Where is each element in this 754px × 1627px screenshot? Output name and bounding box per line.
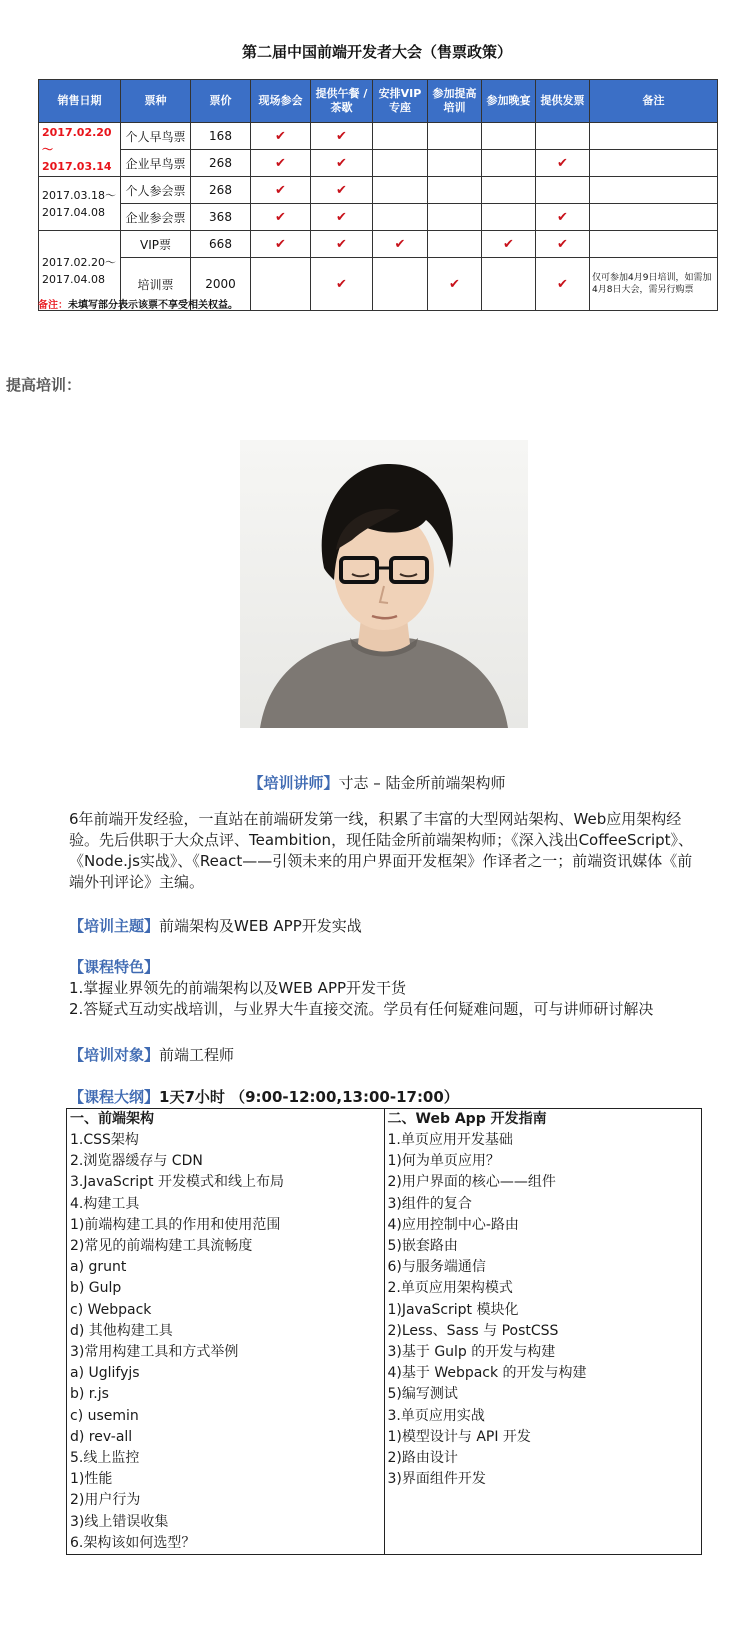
outline-label: 【课程大纲】	[69, 1088, 160, 1106]
benefit-cell	[536, 231, 590, 258]
footnote-text: 未填写部分表示该票不享受相关权益。	[68, 300, 238, 311]
feature-item: 1.掌握业界领先的前端架构以及WEB APP开发干货	[69, 979, 407, 997]
benefit-cell	[482, 258, 536, 311]
outline-text: 1天7小时 （9:00-12:00,13:00-17:00）	[159, 1088, 459, 1106]
ticket-note-cell: 仅可参加4月9日培训，如需加4月8日大会，需另行购票	[590, 258, 718, 311]
ticket-type-cell: 个人参会票	[121, 177, 191, 204]
outline-item: 3)线上错误收集	[70, 1513, 169, 1530]
outline-item: b) r.js	[70, 1386, 109, 1403]
course-outline-heading	[69, 1087, 694, 1108]
sale-date-cell: 2017.03.18～2017.04.08	[39, 177, 121, 231]
outline-item: 2)常见的前端构建工具流畅度	[70, 1238, 253, 1255]
benefit-cell	[428, 177, 482, 204]
benefit-cell	[536, 150, 590, 177]
outline-item: 1.单页应用开发基础	[387, 1132, 513, 1148]
outline-item: 1)何为单页应用？	[387, 1153, 500, 1170]
outline-item: 1)JavaScript 模块化	[387, 1301, 519, 1318]
benefit-cell	[428, 204, 482, 231]
training-audience	[69, 1045, 694, 1066]
lecturer-line	[0, 772, 754, 793]
benefit-cell	[373, 123, 428, 150]
outline-item: 1)前端构建工具的作用和使用范围	[70, 1216, 281, 1233]
benefit-cell	[251, 177, 311, 204]
ticket-row	[39, 231, 718, 258]
ticket-row	[39, 150, 718, 177]
outline-item: 2)路由设计	[387, 1450, 458, 1467]
lecturer-photo	[240, 440, 528, 728]
outline-right-list	[388, 1130, 699, 1490]
benefit-cell	[311, 231, 373, 258]
benefit-cell	[373, 258, 428, 311]
outline-item: 3.单页应用实战	[387, 1407, 485, 1424]
outline-item: 1)性能	[70, 1471, 113, 1488]
benefit-cell	[428, 150, 482, 177]
header-cell: 安排VIP专座	[373, 80, 428, 123]
benefit-cell	[482, 150, 536, 177]
outline-item: 2.单页应用架构模式	[387, 1280, 513, 1297]
check-mark-icon: ✔	[557, 236, 568, 252]
outline-item: 3)组件的复合	[387, 1195, 472, 1212]
check-mark-icon: ✔	[336, 128, 347, 144]
benefit-cell	[373, 231, 428, 258]
ticket-price-cell: 368	[191, 204, 251, 231]
outline-item: 1.CSS架构	[70, 1132, 139, 1148]
outline-right-column	[384, 1109, 702, 1555]
ticket-price-cell: 2000	[191, 258, 251, 311]
benefit-cell	[428, 258, 482, 311]
outline-item: 4)应用控制中心-路由	[387, 1216, 519, 1233]
benefit-cell	[311, 258, 373, 311]
benefit-cell	[373, 204, 428, 231]
ticket-price-cell: 268	[191, 150, 251, 177]
lecturer-bio: 6年前端开发经验，一直站在前端研发第一线，积累了丰富的大型网站架构、Web应用架构经验。先后供职于大众点评、Teambition，现任陆金所前端架构师；《深入浅出CoffeeScript》、《Node.js实战》、《React——引领未来的用户界面开发框架》作译者之一；前端资讯媒体《前端外刊评论》主编。	[69, 810, 694, 891]
header-cell: 票价	[191, 80, 251, 123]
benefit-cell	[311, 123, 373, 150]
outline-item: 4)基于 Webpack 的开发与构建	[387, 1365, 587, 1382]
check-mark-icon: ✔	[275, 128, 286, 144]
ticket-price-cell: 268	[191, 177, 251, 204]
outline-item: 3.JavaScript 开发模式和线上布局	[70, 1174, 284, 1191]
ticket-table-header	[39, 80, 718, 123]
benefit-cell	[311, 177, 373, 204]
ticket-type-cell: 培训票	[121, 258, 191, 311]
header-cell: 参加提高培训	[428, 80, 482, 123]
benefit-cell	[251, 150, 311, 177]
outline-left-title: 一、前端架构	[70, 1111, 154, 1127]
outline-item: 5.线上监控	[70, 1450, 140, 1467]
outline-item: a) Uglifyjs	[70, 1365, 140, 1382]
course-features	[69, 957, 694, 1020]
check-mark-icon: ✔	[275, 209, 286, 225]
ticket-row	[39, 177, 718, 204]
sale-date-cell: 2017.02.20～2017.03.14	[39, 123, 121, 177]
outline-item: 5)编写测试	[387, 1386, 458, 1403]
lecturer-label: 【培训讲师】	[248, 774, 339, 792]
policy-footnote	[38, 296, 238, 311]
outline-left-column	[67, 1109, 385, 1555]
training-topic	[69, 916, 694, 937]
outline-item: d) rev-all	[70, 1428, 133, 1445]
course-outline-table	[66, 1108, 702, 1555]
outline-item: 2)用户行为	[70, 1492, 141, 1509]
header-cell: 提供发票	[536, 80, 590, 123]
outline-item: 3)界面组件开发	[387, 1471, 486, 1488]
topic-label: 【培训主题】	[69, 917, 160, 935]
benefit-cell	[251, 123, 311, 150]
feature-item: 2.答疑式互动实战培训，与业界大牛直接交流。学员有任何疑难问题，可与讲师研讨解决	[69, 1000, 654, 1018]
ticket-price-cell: 168	[191, 123, 251, 150]
ticket-note-cell	[590, 150, 718, 177]
check-mark-icon: ✔	[336, 155, 347, 171]
benefit-cell	[482, 177, 536, 204]
check-mark-icon: ✔	[449, 276, 460, 292]
ticket-row	[39, 204, 718, 231]
check-mark-icon: ✔	[557, 209, 568, 225]
header-cell: 现场参会	[251, 80, 311, 123]
benefit-cell	[536, 177, 590, 204]
benefit-cell	[428, 123, 482, 150]
benefit-cell	[482, 123, 536, 150]
audience-label: 【培训对象】	[69, 1046, 160, 1064]
header-cell: 票种	[121, 80, 191, 123]
lecturer-name: 寸志 – 陆金所前端架构师	[338, 774, 506, 792]
benefit-cell	[482, 204, 536, 231]
topic-text: 前端架构及WEB APP开发实战	[159, 917, 362, 935]
outline-item: b) Gulp	[70, 1280, 122, 1297]
check-mark-icon: ✔	[557, 276, 568, 292]
lecturer-portrait-image	[240, 440, 528, 728]
outline-item: 2)用户界面的核心——组件	[387, 1174, 556, 1191]
header-cell: 参加晚宴	[482, 80, 536, 123]
check-mark-icon: ✔	[336, 236, 347, 252]
ticket-note-cell	[590, 177, 718, 204]
training-section-title: 提高培训：	[6, 376, 82, 394]
check-mark-icon: ✔	[336, 209, 347, 225]
outline-item: d) 其他构建工具	[70, 1322, 173, 1339]
benefit-cell	[373, 150, 428, 177]
sale-date-cell: 2017.02.20～2017.04.08	[39, 231, 121, 311]
audience-text: 前端工程师	[159, 1046, 235, 1064]
outline-item: 3)常用构建工具和方式举例	[70, 1344, 239, 1361]
benefit-cell	[536, 123, 590, 150]
benefit-cell	[373, 177, 428, 204]
ticket-type-cell: VIP票	[121, 231, 191, 258]
outline-item: a) grunt	[70, 1259, 127, 1276]
check-mark-icon: ✔	[394, 236, 406, 252]
outline-left-list	[70, 1130, 381, 1554]
benefit-cell	[482, 231, 536, 258]
ticket-type-cell: 企业参会票	[121, 204, 191, 231]
outline-right-title: 二、Web App 开发指南	[387, 1111, 547, 1127]
benefit-cell	[311, 204, 373, 231]
benefit-cell	[536, 258, 590, 311]
benefit-cell	[536, 204, 590, 231]
benefit-cell	[428, 231, 482, 258]
check-mark-icon: ✔	[336, 276, 347, 292]
header-cell: 销售日期	[39, 80, 121, 123]
ticket-type-cell: 个人早鸟票	[121, 123, 191, 150]
outline-item: 1)模型设计与 API 开发	[387, 1428, 531, 1445]
footnote-label: 备注：	[38, 300, 68, 311]
outline-item: 4.构建工具	[70, 1195, 140, 1212]
check-mark-icon: ✔	[275, 182, 286, 198]
features-label: 【课程特色】	[69, 958, 160, 976]
ticket-policy-table	[38, 79, 718, 311]
benefit-cell	[251, 204, 311, 231]
outline-item: 5)嵌套路由	[387, 1238, 458, 1255]
check-mark-icon: ✔	[275, 155, 286, 171]
check-mark-icon: ✔	[336, 182, 347, 198]
check-mark-icon: ✔	[557, 155, 568, 171]
outline-item: 3)基于 Gulp 的开发与构建	[387, 1344, 556, 1361]
benefit-cell	[251, 231, 311, 258]
check-mark-icon: ✔	[503, 236, 514, 252]
outline-item: 2)Less、Sass 与 PostCSS	[387, 1322, 559, 1339]
outline-item: c) usemin	[70, 1407, 139, 1424]
ticket-note-cell	[590, 204, 718, 231]
outline-item: 2.浏览器缓存与 CDN	[70, 1153, 203, 1170]
benefit-cell	[311, 150, 373, 177]
ticket-note-cell	[590, 123, 718, 150]
policy-title: 第二届中国前端开发者大会（售票政策）	[241, 43, 512, 61]
header-cell: 备注	[590, 80, 718, 123]
benefit-cell	[251, 258, 311, 311]
ticket-note-cell	[590, 231, 718, 258]
check-mark-icon: ✔	[275, 236, 286, 252]
ticket-type-cell: 企业早鸟票	[121, 150, 191, 177]
ticket-price-cell: 668	[191, 231, 251, 258]
ticket-row	[39, 123, 718, 150]
outline-item: c) Webpack	[70, 1301, 152, 1318]
outline-item: 6.架构该如何选型？	[70, 1534, 196, 1551]
header-cell: 提供午餐 / 茶歇	[311, 80, 373, 123]
outline-item: 6)与服务端通信	[387, 1259, 486, 1276]
